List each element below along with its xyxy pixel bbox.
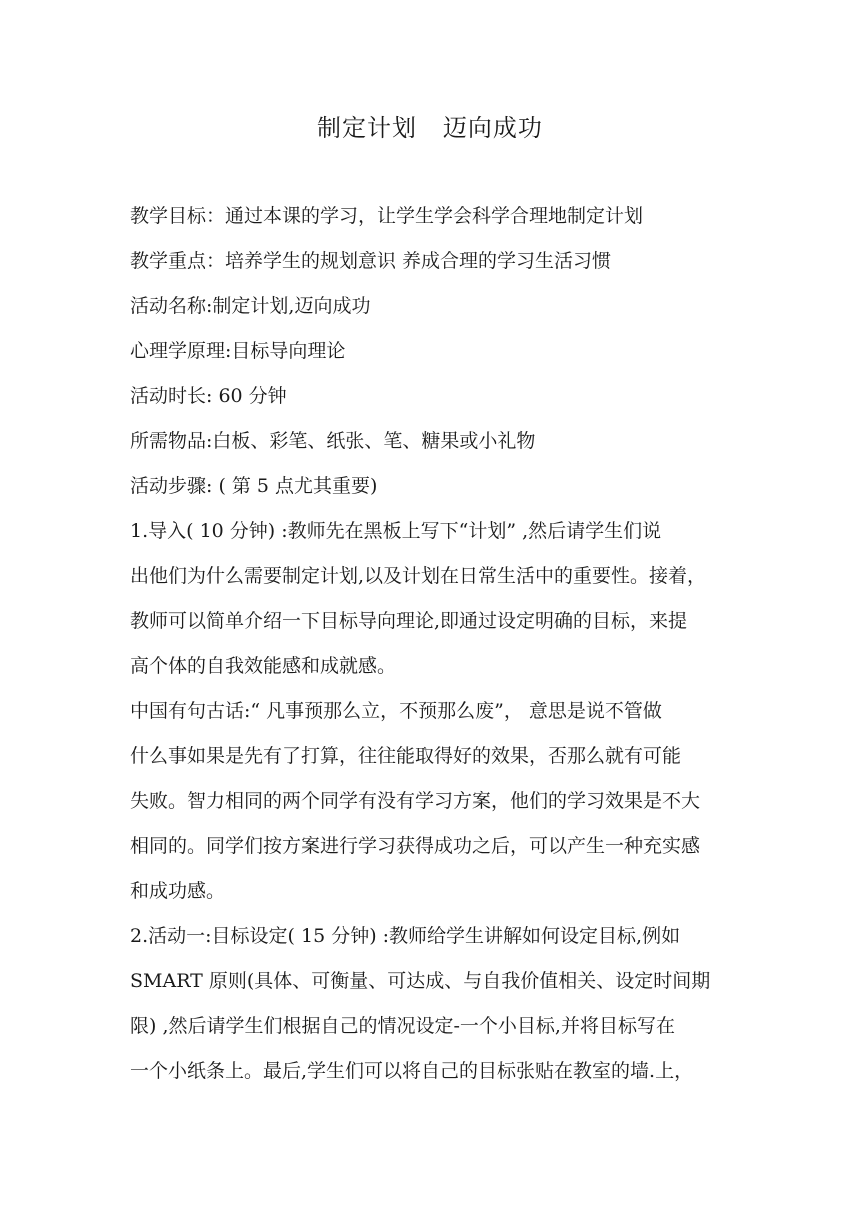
text-line-step1: 高个体的自我效能感和成就感。	[130, 655, 397, 677]
text-line-proverb: 什么事如果是先有了打算，往往能取得好的效果，否那么就有可能	[130, 745, 682, 767]
text-line-activity-name: 活动名称:制定计划,迈向成功	[130, 295, 371, 317]
text-line-materials: 所需物品:白板、彩笔、纸张、笔、糖果或小礼物	[130, 430, 536, 452]
text-line-step1: 出他们为什么需要制定计划,以及计划在日常生活中的重要性。接着，	[130, 565, 707, 587]
text-line-steps-heading: 活动步骤: ( 第 5 点尤其重要)	[130, 475, 378, 497]
text-line-step2: SMART 原则(具体、可衡量、可达成、与自我价值相关、设定时间期	[130, 970, 711, 992]
text-line-proverb: 和成功感。	[130, 880, 226, 902]
text-line-proverb: 相同的。同学们按方案进行学习获得成功之后，可以产生一种充实感	[130, 835, 701, 857]
text-line-duration: 活动时长: 60 分钟	[130, 385, 287, 407]
text-line-focus: 教学重点：培养学生的规划意识 养成合理的学习生活习惯	[130, 250, 612, 272]
text-line-proverb: 失败。智力相同的两个同学有没有学习方案，他们的学习效果是不大	[130, 790, 701, 812]
text-line-step1: 教师可以简单介绍一下目标导向理论,即通过设定明确的目标，来提	[130, 610, 688, 632]
document-body	[130, 194, 730, 1094]
text-line-step2: 限) ,然后请学生们根据自己的情况设定-一个小目标,并将目标写在	[130, 1015, 675, 1037]
text-line-step2: 2.活动一:目标设定( 15 分钟) :教师给学生讲解如何设定目标,例如	[130, 925, 681, 947]
text-line-step2: 一个小纸条上。最后,学生们可以将自己的目标张贴在教室的墙.上，	[130, 1060, 694, 1082]
text-line-proverb: 中国有句古话:“ 凡事预那么立，不预那么废”， 意思是说不管做	[130, 700, 662, 722]
text-line-step1: 1.导入( 10 分钟) :教师先在黑板上写下“计划” ,然后请学生们说	[130, 520, 662, 542]
document-title: 制定计划 迈向成功	[317, 114, 543, 142]
text-line-objective: 教学目标：通过本课的学习，让学生学会科学合理地制定计划	[130, 205, 644, 227]
text-line-principle: 心理学原理:目标导向理论	[130, 340, 346, 362]
